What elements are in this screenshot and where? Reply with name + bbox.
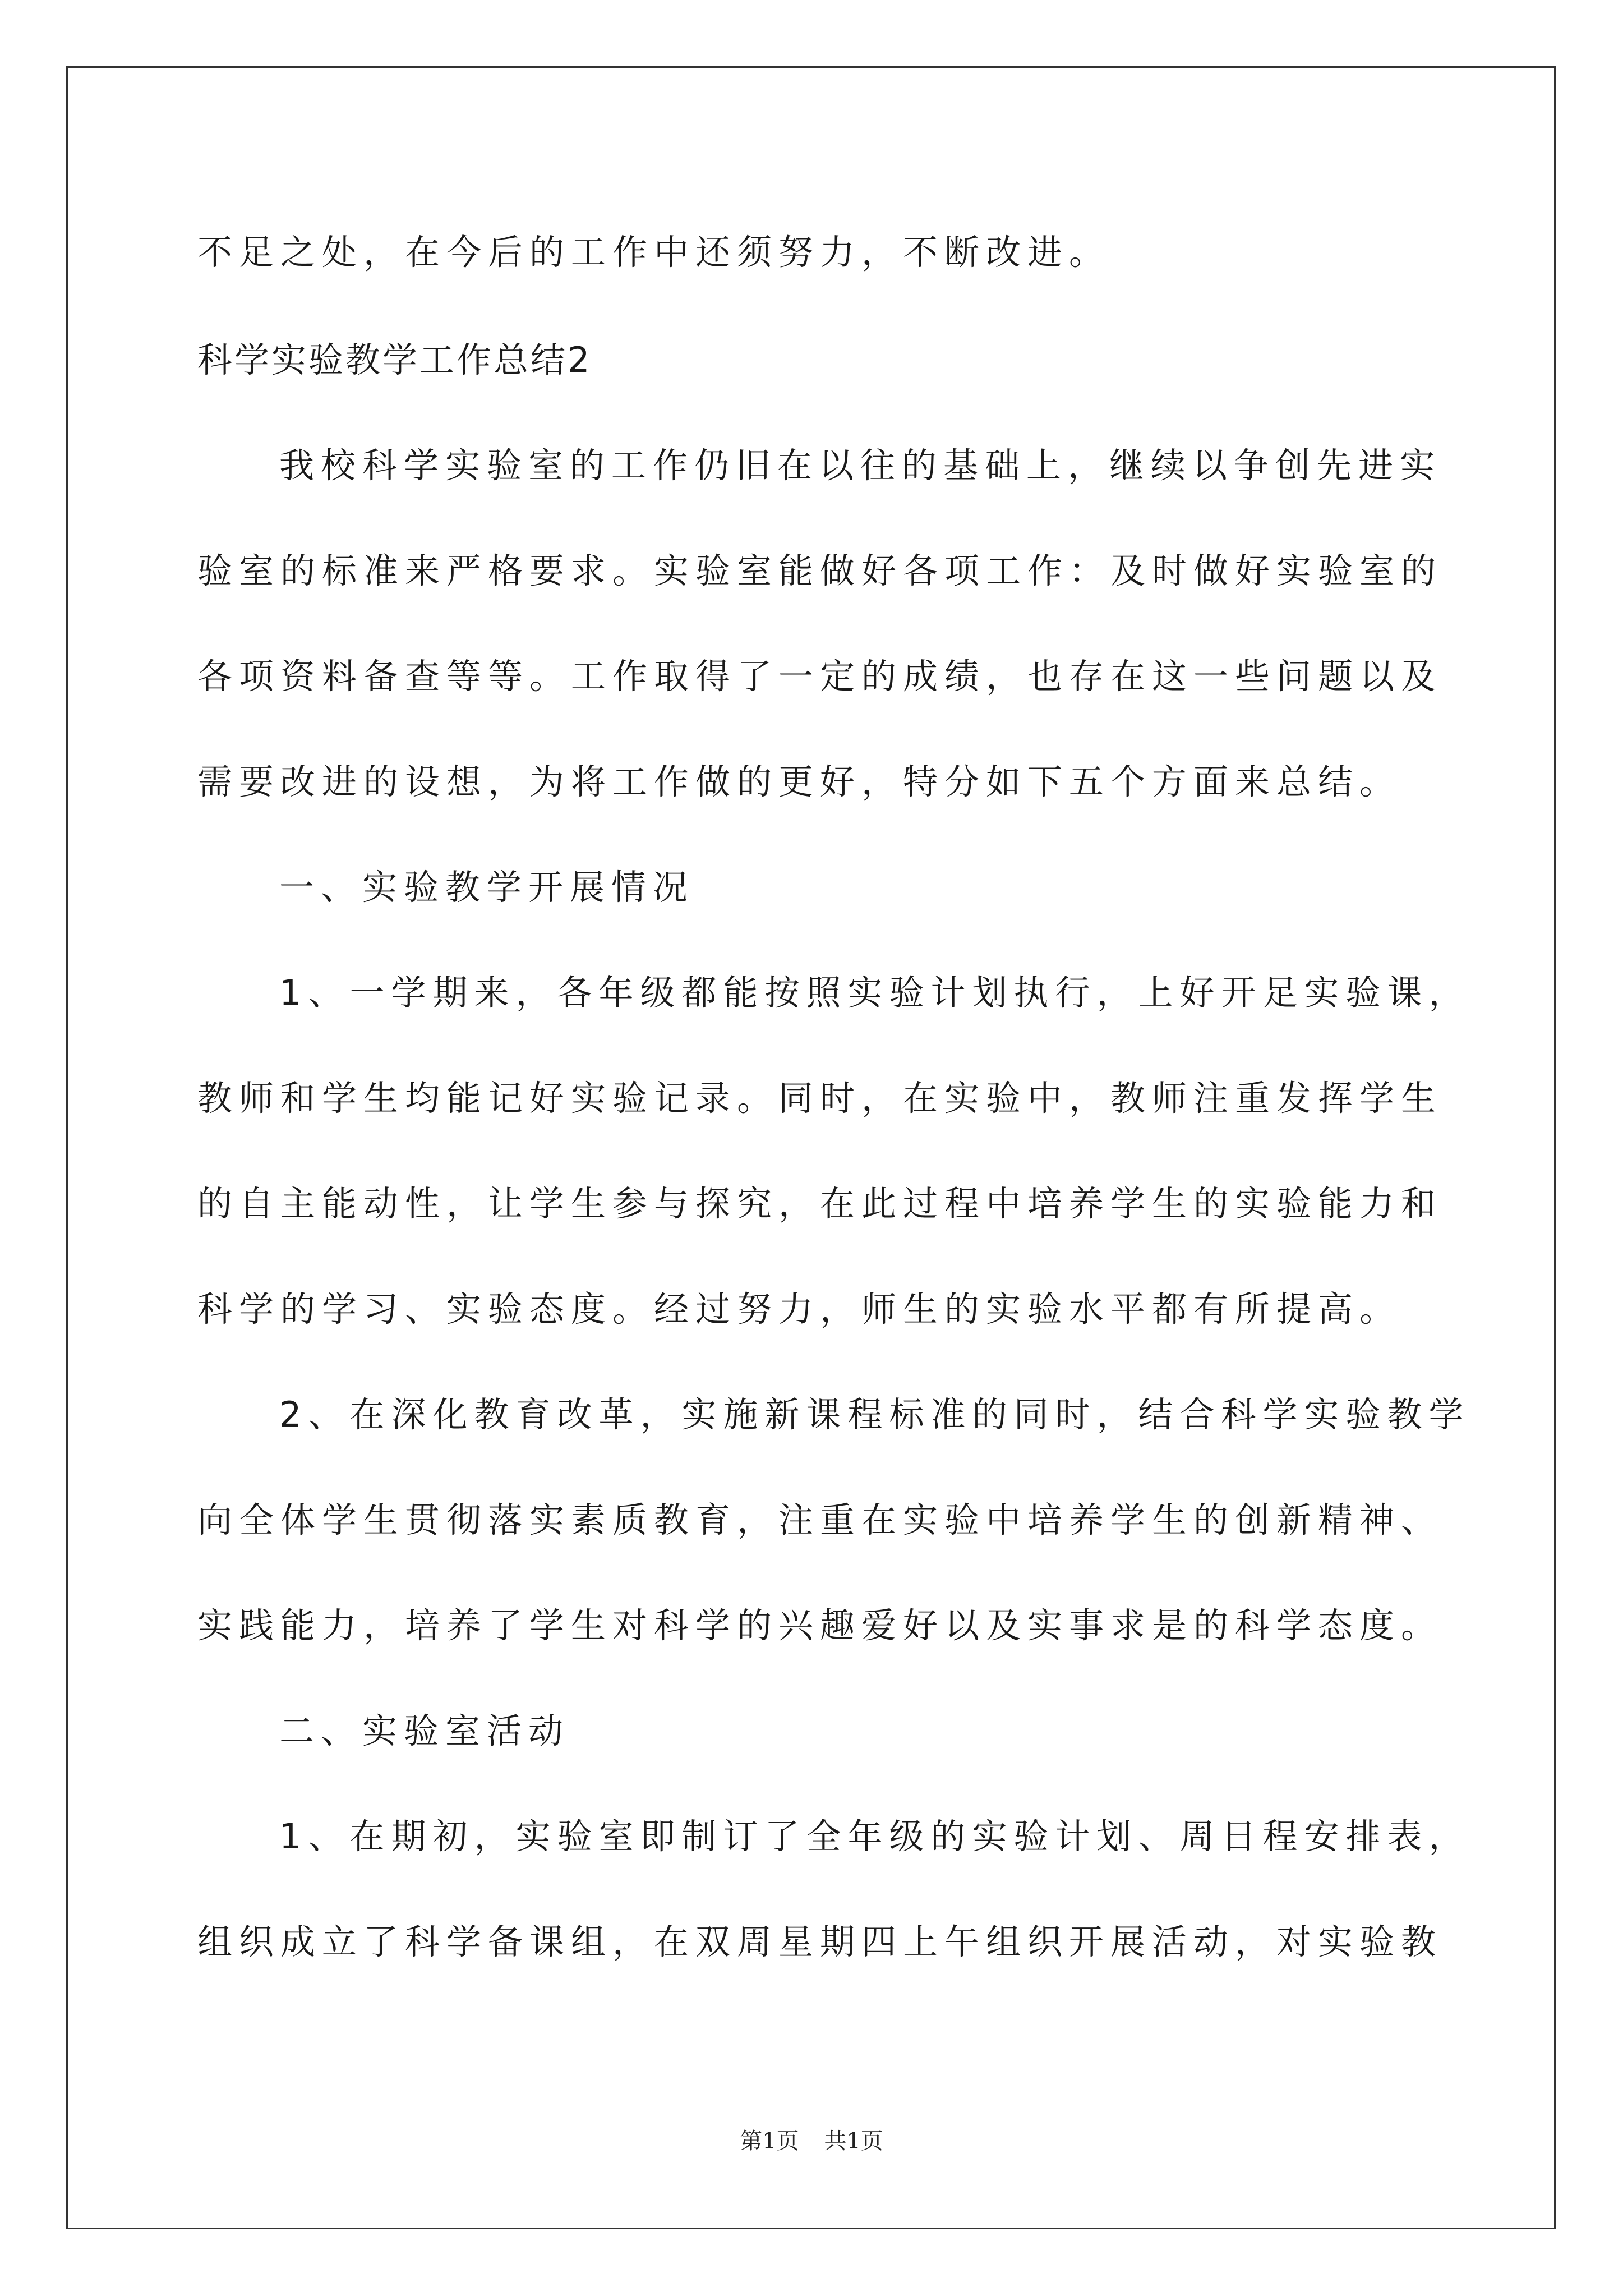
text-line: 验室的标准来严格要求。实验室能做好各项工作：及时做好实验室的	[197, 550, 1443, 591]
text-line: 不足之处，在今后的工作中还须努力，不断改进。	[197, 232, 1111, 273]
subheading: 二、实验室活动	[279, 1710, 570, 1751]
text-line: 教师和学生均能记好实验记录。同时，在实验中，教师注重发挥学生	[197, 1078, 1443, 1119]
subheading: 一、实验教学开展情况	[279, 867, 695, 908]
text-line: 我校科学实验室的工作仍旧在以往的基础上，继续以争创先进实	[279, 445, 1442, 486]
page-total: 共1页	[824, 2128, 883, 2154]
page-border	[66, 66, 1556, 2229]
text-line: 的自主能动性，让学生参与探究，在此过程中培养学生的实验能力和	[197, 1183, 1443, 1224]
page-number: 第1页	[740, 2128, 799, 2154]
text-line: 科学的学习、实验态度。经过努力，师生的实验水平都有所提高。	[197, 1289, 1401, 1329]
text-line: 各项资料备查等等。工作取得了一定的成绩，也存在这一些问题以及	[197, 656, 1443, 697]
text-line: 实践能力，培养了学生对科学的兴趣爱好以及实事求是的科学态度。	[197, 1605, 1443, 1646]
section-title: 科学实验教学工作总结2	[197, 339, 592, 380]
text-line: 向全体学生贯彻落实素质教育，注重在实验中培养学生的创新精神、	[197, 1499, 1443, 1540]
text-line: 1、一学期来，各年级都能按照实验计划执行，上好开足实验课，	[279, 972, 1470, 1013]
page-footer	[0, 2127, 1623, 2155]
text-line: 需要改进的设想，为将工作做的更好，特分如下五个方面来总结。	[197, 761, 1401, 802]
text-line: 1、在期初，实验室即制订了全年级的实验计划、周日程安排表，	[279, 1816, 1470, 1857]
text-line: 组织成立了科学备课组，在双周星期四上午组织开展活动，对实验教	[197, 1921, 1443, 1962]
text-line: 2、在深化教育改革，实施新课程标准的同时，结合科学实验教学	[279, 1394, 1470, 1435]
